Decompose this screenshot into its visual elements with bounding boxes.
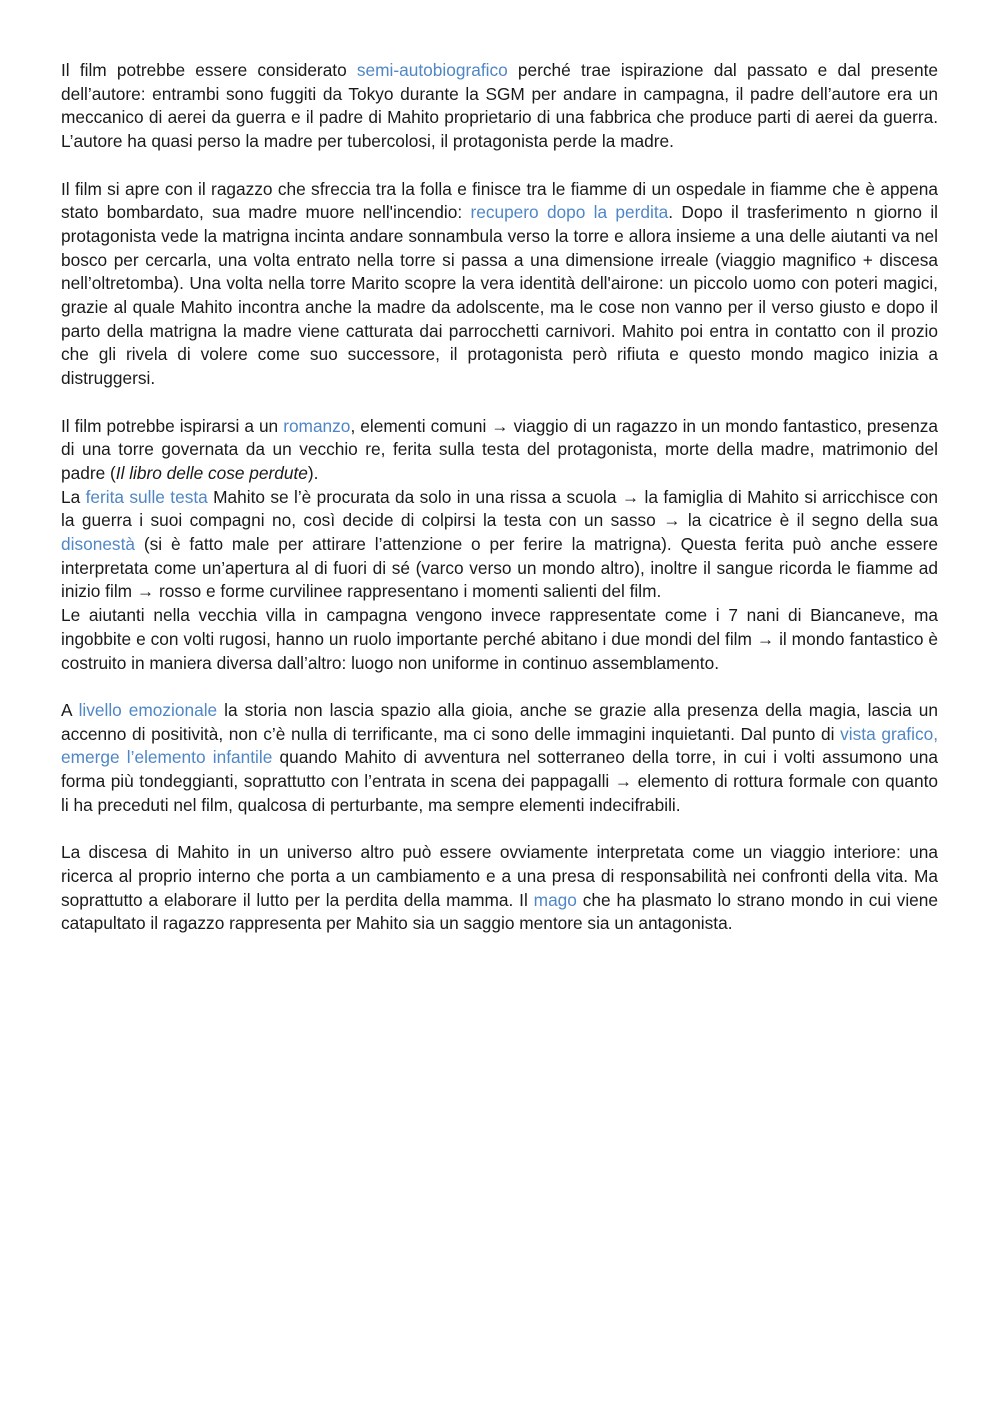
paragraph-ferita bbox=[61, 486, 938, 605]
text-span: La bbox=[61, 486, 86, 507]
highlight-term: ferita sulle testa bbox=[85, 486, 208, 507]
text-span: Il film potrebbe ispirarsi a un bbox=[61, 415, 284, 436]
paragraph-semi-autobiografico bbox=[61, 59, 938, 154]
highlight-term: livello emozionale bbox=[78, 699, 218, 720]
highlight-term: semi-autobiografico bbox=[356, 60, 508, 80]
text-span: Il film potrebbe essere considerato bbox=[61, 60, 357, 80]
highlight-term: disonestà bbox=[61, 534, 135, 555]
text-span: . Dopo il trasferimento n giorno il protagonista vede la matrigna incinta andare sonnambula verso la torre e allora insieme a una delle aiutanti va nel bosco per cercarla, una volta entrato nella torre si passa a una dimensione irreale (viaggio magnifico + discesa nell’oltretomba). Una volta nella torre Marito scopre la vera identità dell'airone: un piccolo uomo con poteri magici, grazie al quale Mahito incontra anche la madre da adolscente, ma le cose non vanno per il verso giusto e dopo il parto della matrigna la madre viene catturata dai parrocchetti carnivori. Mahito poi entra in contatto con il prozio che gli rivela di volere come suo successore, il protagonista però rifiuta e questo mondo magico inizia a distruggersi. bbox=[61, 202, 938, 389]
text-span: (si è fatto male per attirare l’attenzione o per ferire la matrigna). Questa ferita può anche essere interpretata come un’apertura al di fuori di sé (varco verso un mondo altro), inoltre il sangue ricorda le fiamme ad inizio film → rosso e forme curvilinee rappresentano i momenti salienti del film. bbox=[61, 534, 938, 602]
paragraph-discesa bbox=[61, 841, 938, 936]
highlight-term: mago bbox=[533, 889, 577, 910]
paragraph-emozionale bbox=[61, 699, 938, 818]
text-span: ). bbox=[307, 462, 319, 483]
paragraph-plot bbox=[61, 178, 938, 391]
text-span: quando Mahito di avventura nel sotterraneo della torre, in cui i volti assumono una forma più tondeggianti, soprattutto con l’entrata in scena dei pappagalli → elemento di rottura formale con quanto li ha preceduti nel film, qualcosa di perturbante, ma sempre elementi indecifrabili. bbox=[61, 747, 938, 815]
text-span: A bbox=[61, 699, 79, 720]
text-span: la storia non lascia spazio alla gioia, anche se grazie alla presenza della magia, lascia un accenno di positività, non c’è nulla di terrificante, ma ci sono delle immagini inquietanti. Dal punto di bbox=[61, 699, 938, 744]
highlight-term: recupero dopo la perdita bbox=[470, 202, 669, 223]
document-body bbox=[61, 59, 938, 936]
text-span: perché trae ispirazione dal passato e dal presente dell’autore: entrambi sono fuggiti da Tokyo durante la SGM per andare in campagna, il padre dell’autore era un meccanico di aerei da guerra e il padre di Mahito proprietario di una fabbrica che produce parti di aerei da guerra. L’autore ha quasi perso la madre per tubercolosi, il protagonista perde la madre. bbox=[61, 60, 938, 152]
paragraph-romanzo bbox=[61, 415, 938, 486]
text-span: Mahito se l’è procurata da solo in una rissa a scuola → la famiglia di Mahito si arricchisce con la guerra i suoi compagni no, così decide di colpirsi la testa con un sasso → la cicatrice è il segno della sua bbox=[61, 486, 938, 531]
text-span: La discesa di Mahito in un universo altro può essere ovviamente interpretata come un viaggio interiore: una ricerca al proprio interno che porta a un cambiamento e a una presa di responsabilità nei confronti della vita. Ma soprattutto a elaborare il lutto per la perdita della mamma. Il bbox=[61, 842, 938, 910]
text-span: Il film si apre con il ragazzo che sfreccia tra la folla e finisce tra le fiamme di un ospedale in fiamme che è appena stato bombardato, sua madre muore nell'incendio: bbox=[61, 178, 938, 223]
highlight-term: romanzo bbox=[283, 415, 351, 436]
text-span: Le aiutanti nella vecchia villa in campagna vengono invece rappresentate come i 7 nani di Biancaneve, ma ingobbite e con volti rugosi, hanno un ruolo importante perché abitano i due mondi del film → il mondo fantastico è costruito in maniera diversa dall’altro: luogo non uniforme in continuo assemblamento. bbox=[61, 605, 938, 673]
text-span: , elementi comuni → viaggio di un ragazzo in un mondo fantastico, presenza di una torre governata da un vecchio re, ferita sulla testa del protagonista, morte della madre, matrimonio del padre ( bbox=[61, 415, 938, 483]
book-title: Il libro delle cose perdute bbox=[115, 462, 308, 483]
highlight-term: vista grafico, emerge l’elemento infantile bbox=[61, 723, 938, 768]
text-span: che ha plasmato lo strano mondo in cui viene catapultato il ragazzo rappresenta per Mahito sia un saggio mentore sia un antagonista. bbox=[61, 889, 938, 934]
paragraph-aiutanti bbox=[61, 604, 938, 675]
